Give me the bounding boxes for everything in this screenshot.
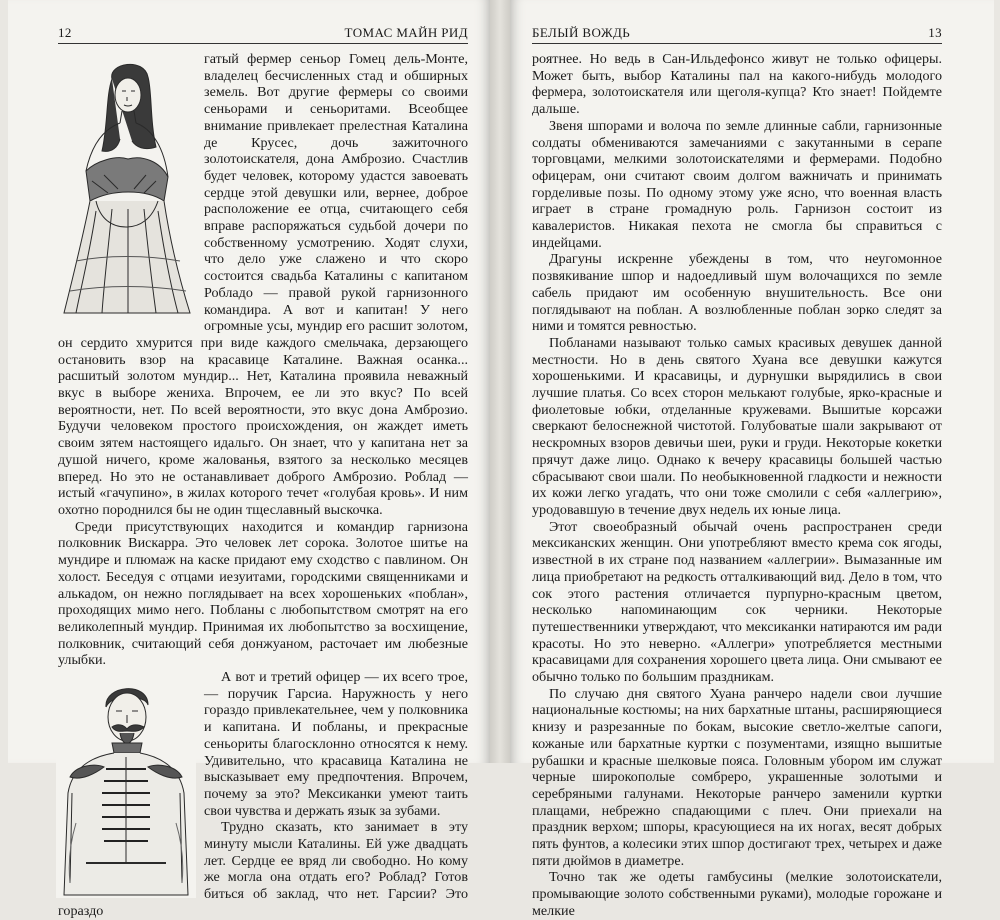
left-running-head: ТОМАС МАЙН РИД <box>344 25 468 40</box>
right-paragraph: По случаю дня святого Хуана ранчеро надели свои лучшие национальные костюмы; на них бархатные штаны, расширяющиеся книзу и разрезанные по бокам, высокие светло-желтые сапоги, кожаные или бархатные куртки с позументами, изящно вышитые рубашки и красные шелковые пояса. Головным убором им служат черные широкополые сомбреро, украшенные золотыми и серебряными галунами. Некоторые ранчеро заменили куртки плащами, небрежно спадающими с плеч. Они приехали на праздник верхом; шпоры, красующиеся на их ногах, весят добрых пять фунтов, а колесики этих шпор достигают трех, четырех и даже пяти дюймов в диаметре. <box>532 685 942 869</box>
left-paragraph: Среди присутствующих находится и командир гарнизона полковник Вискарра. Это человек лет сорока. Золотое шитье на мундире и плюмаж на каске придают ему сходство с павлином. Он холост. Беседуя с отцами иезуитами, городскими священниками и алькадом, он нежно поглядывает на всех хорошеньких «поблан», проходящих мимо него. Побланы с любопытством смотрят на его великолепный мундир. Принимая их любопытство за восхищение, полковник, считающий себя донжуаном, расточает им любезные улыбки. <box>58 518 468 669</box>
left-page-number: 12 <box>58 25 72 40</box>
right-body-text <box>532 51 942 920</box>
right-running-header <box>532 22 942 44</box>
right-page-number: 13 <box>928 25 942 40</box>
right-page <box>510 0 994 919</box>
right-paragraph: Драгуны искренне убеждены в том, что неугомонное позвякивание шпор и надоедливый шум волочащихся по земле сабель придают им особенную внушительность. Все они поглядывают на поблан. А возлюбленные поблан зорко следят за ними и томятся ревностью. <box>532 251 942 335</box>
book-gutter <box>490 0 510 763</box>
woman-portrait-image <box>56 51 196 319</box>
left-paragraph: Трудно сказать, кто занимает в эту минуту мысли Каталины. Ей уже двадцать лет. Сердце ее вряд ли свободно. Но кому же могла она отдать его? Роблад? Готов биться об заклад, что нет. Гарсии? Это гораздо <box>58 819 468 919</box>
left-paragraph: А вот и третий офицер — их всего трое, — поручик Гарсиа. Наружность у него гораздо привлекательнее, чем у полковника и капитана. И побланы, и прекрасные сеньориты благосклонно относятся к нему. Удивительно, что красавица Каталина не высказывает ему предпочтения. Впрочем, почему за это? Мексиканки умеют таить свои чувства и держать язык за зубами. <box>204 669 468 819</box>
woman-portrait-illustration <box>56 51 196 319</box>
right-paragraph: Этот своеобразный обычай очень распространен среди мексиканских женщин. Они употребляют вместо крема сок ягоды, известной в их стране под названием «аллегрии». Вымазанные им лица приобретают на редкость отталкивающий вид. Дело в том, что сок этого растения отличается пурпурно-красным цветом, несколько напоминающим сок черники. Некоторые путешественники утверждают, что мексиканки натираются им ради красоты. Но это неверно. «Аллегри» употребляется местными красавицами для сохранения хорошего цвета лица. Они смывают ее обычно только по большим праздникам. <box>532 518 942 686</box>
right-paragraph: Точно так же одеты гамбусины (мелкие золотоискатели, промывающие золото собственными руками), молодые горожане и мелкие <box>532 869 942 919</box>
left-running-header <box>58 22 468 44</box>
left-paragraph: гатый фермер сеньор Гомец дель-Монте, владелец бесчисленных стад и обширных земель. Вот другие фермеры со своими сеньорами и сеньоритами. Всеобщее внимание привлекает прелестная Каталина де Крусес, дочь зажиточного золотоискателя, дона Амброзио. Счастлив будет человек, которому удастся завоевать сердце этой девушки или, вернее, доброе расположение ее отца, считающего себя вправе распоряжаться судьбой дочери по собственному усмотрению. Ходят слухи, что дело уже слажено и что скоро состоится свадьба Каталины с капитаном Робладо — правой рукой гарнизонного командира. А вот и капитан! У него огромные усы, мундир его расшит золотом, он сердито хмурится при виде каждого смельчака, дерзающего остановить взор на красавице Каталине. Важная осанка... расшитый золотом мундир... Нет, Каталина проявила неважный вкус в выборе жениха. Впрочем, ее ли это вкус? По всей вероятности, нет. По всей вероятности, это вкус дона Амброзио. Будучи человеком простого происхождения, он жаждет иметь своим зятем настоящего идальго. Он знает, что у капитана нет за душой ничего, кроме жалованья, взятого за несколько месяцев вперед. Но это не останавливает доброго Амброзио. Роблад — истый «гачупино», в жилах которого течет «голубая кровь». И ним охотно породнился бы не один тщеславный выскочка. <box>58 51 468 518</box>
right-paragraph: роятнее. Но ведь в Сан-Ильдефонсо живут не только офицеры. Может быть, выбор Каталины пал на какого-нибудь молодого фермера, золотоискателя или щеголя-купца? Кто знает! Пойдемте дальше. <box>532 51 942 118</box>
officer-portrait-illustration <box>56 673 196 898</box>
officer-portrait-image <box>56 673 196 898</box>
left-body-text <box>58 51 468 920</box>
right-paragraph: Звеня шпорами и волоча по земле длинные сабли, гарнизонные солдаты обмениваются замечаниями с закутанными в серапе торговцами, мелкими золотоискателями и фермерами. Подобно офицерам, они считают своим долгом важничать и принимать горделивые позы. По одному этому уже ясно, что военная власть играет в стране громадную роль. Гарнизон состоит из кавалеристов. Никакая пехота не смогла бы справиться с индейцами. <box>532 117 942 251</box>
right-paragraph: Побланами называют только самых красивых девушек данной местности. Но в день святого Хуана все девушки кажутся хорошенькими. И красавицы, и дурнушки вырядились в свои лучшие платья. Со всех сторон мелькают голубые, ярко-красные и фиолетовые юбки, отделанные кружевами. Вышитые корсажи сверкают белоснежной чистотой. Голубоватые шали закрывают от нескромных взоров девичьи шеи, руки и груди. Некоторые кокетки прячут даже лицо. Однако к вечеру красавицы большей частью сбрасывают свои шали. По необыкновенной гладкости и нежности их кожи легко угадать, что они тоже смолили с себя «аллегрию», уродовавшую в течение двух недель их юные лица. <box>532 334 942 518</box>
right-running-head: БЕЛЫЙ ВОЖДЬ <box>532 25 631 40</box>
left-page <box>8 0 490 919</box>
